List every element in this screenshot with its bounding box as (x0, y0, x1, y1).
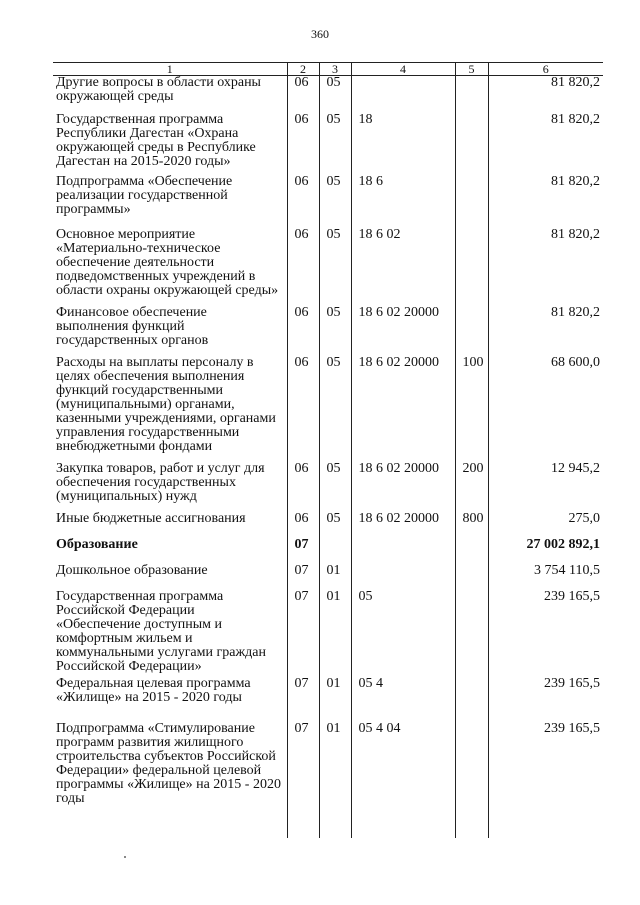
row-sum: 81 820,2 (488, 306, 603, 356)
table-row (53, 306, 603, 356)
row-vr (455, 76, 488, 114)
row-rz: 06 (287, 175, 319, 228)
header-col-6: 6 (488, 63, 603, 76)
row-csr: 18 (351, 113, 455, 175)
row-pr: 05 (319, 228, 351, 306)
row-sum: 3 754 110,5 (488, 564, 603, 590)
row-rz: 07 (287, 677, 319, 722)
row-vr: 100 (455, 356, 488, 462)
row-rz: 07 (287, 564, 319, 590)
row-rz: 06 (287, 228, 319, 306)
row-sum: 239 165,5 (488, 677, 603, 722)
table-row (53, 76, 603, 114)
table-row (53, 462, 603, 512)
row-pr: 01 (319, 564, 351, 590)
row-vr (455, 306, 488, 356)
table-row (53, 722, 603, 838)
row-pr: 05 (319, 76, 351, 114)
row-csr: 05 (351, 590, 455, 677)
row-rz: 07 (287, 538, 319, 564)
table-row (53, 175, 603, 228)
row-sum: 81 820,2 (488, 175, 603, 228)
row-csr: 18 6 02 (351, 228, 455, 306)
row-name: Иные бюджетные ассигнования (56, 512, 246, 526)
row-name: Расходы на выплаты персоналу в целях обеспечения выполнения функций государственными (муниципальными) органами, казенными учреждениями, органами управления государственными внебюджетными фондами (56, 356, 276, 454)
row-rz: 06 (287, 356, 319, 462)
row-name: Государственная программа Республики Дагестан «Охрана окружающей среды в Республике Дагестан на 2015-2020 годы» (56, 113, 256, 169)
row-rz: 06 (287, 76, 319, 114)
row-name: Другие вопросы в области охраны окружающей среды (56, 75, 261, 104)
row-sum: 275,0 (488, 512, 603, 538)
row-pr: 05 (319, 113, 351, 175)
header-row (53, 63, 603, 76)
row-vr (455, 228, 488, 306)
row-sum: 239 165,5 (488, 590, 603, 677)
header-col-2: 2 (287, 63, 319, 76)
budget-table (53, 62, 603, 838)
row-vr (455, 175, 488, 228)
table-row (53, 677, 603, 722)
table-row-section (53, 538, 603, 564)
header-col-3: 3 (319, 63, 351, 76)
table-row (53, 564, 603, 590)
row-name: Государственная программа Российской Федерации «Обеспечение доступным и комфортным жильем и коммунальными услугами граждан Российской Федерации» (56, 590, 266, 674)
row-name: Федеральная целевая программа «Жилище» на 2015 - 2020 годы (56, 677, 251, 705)
row-rz: 06 (287, 462, 319, 512)
row-rz: 07 (287, 590, 319, 677)
row-pr: 05 (319, 356, 351, 462)
row-csr (351, 76, 455, 114)
table-row (53, 512, 603, 538)
row-csr (351, 538, 455, 564)
page-number: 360 (311, 27, 329, 41)
row-name: Закупка товаров, работ и услуг для обеспечения государственных (муниципальных) нужд (56, 462, 265, 504)
row-pr: 01 (319, 590, 351, 677)
table-row (53, 356, 603, 462)
row-sum: 12 945,2 (488, 462, 603, 512)
header-col-4: 4 (351, 63, 455, 76)
row-pr: 05 (319, 175, 351, 228)
row-name: Образование (56, 538, 138, 552)
row-sum: 81 820,2 (488, 113, 603, 175)
row-rz: 07 (287, 722, 319, 838)
row-csr: 18 6 02 20000 (351, 306, 455, 356)
row-csr: 18 6 02 20000 (351, 462, 455, 512)
row-csr: 18 6 02 20000 (351, 356, 455, 462)
row-pr (319, 538, 351, 564)
row-csr: 05 4 (351, 677, 455, 722)
header-col-5: 5 (455, 63, 488, 76)
row-sum: 81 820,2 (488, 76, 603, 114)
row-pr: 05 (319, 462, 351, 512)
row-pr: 01 (319, 722, 351, 838)
table-row (53, 228, 603, 306)
row-vr (455, 677, 488, 722)
row-sum: 239 165,5 (488, 722, 603, 838)
row-vr (455, 564, 488, 590)
row-sum: 27 002 892,1 (488, 538, 603, 564)
table-row (53, 590, 603, 677)
row-name: Подпрограмма «Обеспечение реализации государственной программы» (56, 175, 233, 217)
row-csr: 18 6 02 20000 (351, 512, 455, 538)
scan-speck (124, 856, 126, 858)
row-vr (455, 590, 488, 677)
row-vr (455, 722, 488, 838)
header-col-1: 1 (53, 63, 287, 76)
row-vr: 800 (455, 512, 488, 538)
row-rz: 06 (287, 512, 319, 538)
row-csr: 05 4 04 (351, 722, 455, 838)
row-vr (455, 113, 488, 175)
row-name: Дошкольное образование (56, 564, 208, 578)
row-name: Подпрограмма «Стимулирование программ развития жилищного строительства субъектов Российской Федерации» федеральной целевой программы «Жилище» на 2015 - 2020 годы (56, 722, 281, 806)
row-pr: 05 (319, 512, 351, 538)
row-vr: 200 (455, 462, 488, 512)
row-rz: 06 (287, 306, 319, 356)
row-vr (455, 538, 488, 564)
table-row (53, 113, 603, 175)
row-csr: 18 6 (351, 175, 455, 228)
row-rz: 06 (287, 113, 319, 175)
row-pr: 01 (319, 677, 351, 722)
row-sum: 81 820,2 (488, 228, 603, 306)
row-name: Финансовое обеспечение выполнения функций государственных органов (56, 306, 209, 348)
row-name: Основное мероприятие «Материально-техническое обеспечение деятельности подведомственных учреждений в области охраны окружающей среды» (56, 228, 279, 298)
row-csr (351, 564, 455, 590)
row-sum: 68 600,0 (488, 356, 603, 462)
row-pr: 05 (319, 306, 351, 356)
